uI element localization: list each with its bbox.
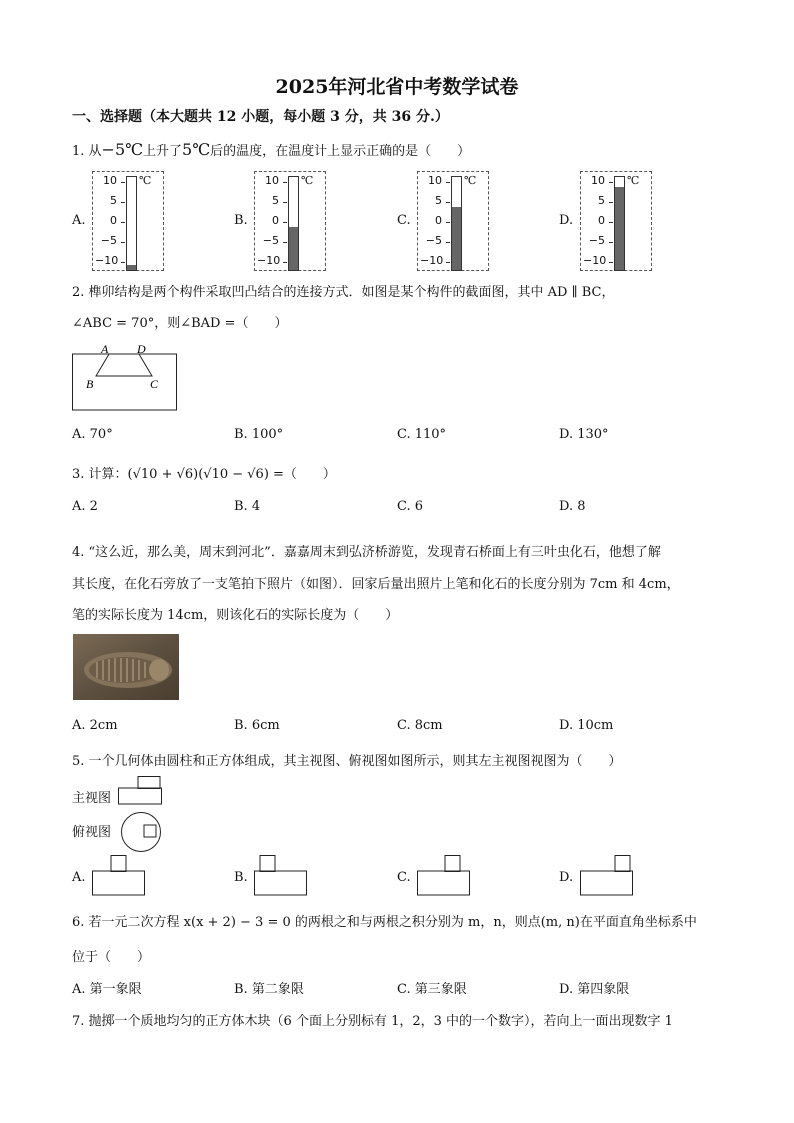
q3-option-b: B. 4 <box>234 499 261 514</box>
q5-top-view-label: 俯视图 <box>72 825 112 840</box>
thermometer-tick-mark <box>121 242 125 243</box>
q5-top-view-figure <box>120 811 164 853</box>
q1-text-a: 1. 从 <box>72 144 102 159</box>
thermometer-tick-mark <box>609 242 613 243</box>
q6-option-c: C. 第三象限 <box>397 982 467 997</box>
thermometer-tick-label: 10 <box>265 174 279 187</box>
thermometer-tick-mark <box>446 262 450 263</box>
q5-front-base <box>119 788 162 804</box>
q1-thermometer-c <box>417 171 489 271</box>
section-heading: 一、选择题（本大题共 12 小题，每小题 3 分，共 36 分.） <box>72 109 449 125</box>
thermometer-tick-label: −10 <box>95 254 119 267</box>
q1-option-b-label: B. <box>234 213 248 228</box>
q3-option-c: C. 6 <box>397 499 424 514</box>
thermometer-tick-label: 0 <box>110 214 117 227</box>
trilobite-fossil-photo <box>73 634 179 700</box>
page-title: 2025年河北省中考数学试卷 <box>275 76 519 98</box>
q5-front-top <box>138 777 160 789</box>
thermometer-unit: ℃ <box>627 174 640 187</box>
thermometer-unit: ℃ <box>139 174 152 187</box>
q3-option-d: D. 8 <box>559 499 586 514</box>
q5-option-b-figure <box>254 855 308 897</box>
thermometer-tick-mark <box>283 222 287 223</box>
q1-thermometer-d <box>580 171 652 271</box>
q5-front-view-figure <box>118 776 164 806</box>
thermometer-tick-label: 5 <box>272 194 279 207</box>
question-2-line1: 2. 榫卯结构是两个构件采取凹凸结合的连接方式．如图是某个构件的截面图，其中 AD ∥ BC， <box>72 285 615 300</box>
thermometer-tick-label: 5 <box>598 194 605 207</box>
thermometer-tick-mark <box>121 262 125 263</box>
thermometer-tick-mark <box>609 222 613 223</box>
q5-front-view-label: 主视图 <box>72 791 112 806</box>
q1-option-d-label: D. <box>559 213 574 228</box>
thermometer-tick-mark <box>609 262 613 263</box>
thermometer-tick-mark <box>283 202 287 203</box>
q2-trapezoid-figure <box>72 340 178 412</box>
q5-option-b-label: B. <box>234 870 248 885</box>
q4-option-b: B. 6cm <box>234 718 280 733</box>
q2-label-b: B <box>86 377 94 391</box>
question-6-line1: 6. 若一元二次方程 x(x + 2) − 3 = 0 的两根之和与两根之积分别为 m，n，则点(m, n)在平面直角坐标系中 <box>72 915 697 930</box>
thermometer-tick-label: −5 <box>588 234 605 247</box>
q2-label-a: A <box>101 342 109 356</box>
thermometer-tick-label: 0 <box>435 214 442 227</box>
question-4-line2: 其长度，在化石旁放了一支笔拍下照片（如图）．回家后量出照片上笔和化石的长度分别为 7cm 和 4cm， <box>72 577 680 592</box>
thermometer-tick-mark <box>283 262 287 263</box>
thermometer-tick-label: −10 <box>583 254 607 267</box>
q1-temp-delta: 5℃ <box>182 140 211 159</box>
question-4-line3: 笔的实际长度为 14cm，则该化石的实际长度为（ ） <box>72 608 399 623</box>
question-4-line1: 4. “这么近，那么美，周末到河北”．嘉嘉周末到弘济桥游览，发现青石桥面上有三叶虫化石，他想了解 <box>72 545 661 560</box>
q2-option-c: C. 110° <box>397 427 447 442</box>
q6-option-d: D. 第四象限 <box>559 982 630 997</box>
question-7-line1: 7. 抛掷一个质地均匀的正方体木块（6 个面上分别标有 1，2，3 中的一个数字），若向上一面出现数字 1 <box>72 1014 673 1029</box>
thermometer-tick-label: −5 <box>425 234 442 247</box>
q5-top-square <box>144 825 156 837</box>
q4-option-a: A. 2cm <box>72 718 118 733</box>
thermometer-tick-label: 5 <box>435 194 442 207</box>
thermometer-tick-label: −10 <box>257 254 281 267</box>
question-5: 5. 一个几何体由圆柱和正方体组成，其主视图、俯视图如图所示，则其左主视图视图为（ ） <box>72 754 622 769</box>
q1-option-c-label: C. <box>397 213 411 228</box>
q2-label-c: C <box>150 377 159 391</box>
question-6-line2: 位于（ ） <box>72 950 151 965</box>
question-2-line2: ∠ABC = 70°，则∠BAD =（ ） <box>72 316 288 331</box>
thermometer-mercury <box>289 227 298 270</box>
thermometer-tick-label: 10 <box>103 174 117 187</box>
thermometer-tick-mark <box>446 222 450 223</box>
thermometer-tick-label: −5 <box>262 234 279 247</box>
thermometer-tick-label: −5 <box>100 234 117 247</box>
thermometer-tick-mark <box>121 182 125 183</box>
q1-text-b: 上升了 <box>143 144 183 159</box>
thermometer-mercury <box>127 265 136 270</box>
question-3: 3. 计算：(√10 + √6)(√10 − √6) =（ ） <box>72 467 336 482</box>
thermometer-mercury <box>615 187 624 270</box>
q5-option-a-figure <box>92 855 146 897</box>
q5-option-d-figure <box>580 855 634 897</box>
q5-option-c-figure <box>417 855 471 897</box>
thermometer-tick-label: 10 <box>428 174 442 187</box>
thermometer-tick-label: 10 <box>591 174 605 187</box>
q5-top-circle <box>122 813 161 852</box>
thermometer-unit: ℃ <box>464 174 477 187</box>
thermometer-tick-mark <box>283 182 287 183</box>
q4-option-d: D. 10cm <box>559 718 614 733</box>
thermometer-tick-mark <box>121 202 125 203</box>
thermometer-tick-mark <box>283 242 287 243</box>
thermometer-tube <box>288 176 299 271</box>
thermometer-tick-label: 0 <box>598 214 605 227</box>
thermometer-tube <box>451 176 462 271</box>
q1-thermometer-b <box>254 171 326 271</box>
thermometer-tick-mark <box>609 182 613 183</box>
q1-thermometer-a <box>92 171 164 271</box>
q1-text-c: 后的温度，在温度计上显示正确的是（ ） <box>210 144 471 159</box>
thermometer-tick-label: −10 <box>420 254 444 267</box>
q6-option-a: A. 第一象限 <box>72 982 142 997</box>
thermometer-mercury <box>452 207 461 270</box>
thermometer-tube <box>126 176 137 271</box>
question-1 <box>72 140 470 159</box>
q2-option-a: A. 70° <box>72 427 113 442</box>
q5-option-c-label: C. <box>397 870 411 885</box>
q2-option-d: D. 130° <box>559 427 609 442</box>
thermometer-tick-label: 5 <box>110 194 117 207</box>
thermometer-tick-mark <box>121 222 125 223</box>
thermometer-tick-mark <box>446 182 450 183</box>
thermometer-unit: ℃ <box>301 174 314 187</box>
q1-temp-start: −5℃ <box>101 140 144 159</box>
q6-option-b: B. 第二象限 <box>234 982 304 997</box>
q2-trapezoid-path <box>96 354 152 376</box>
q5-option-a-label: A. <box>72 870 86 885</box>
q2-option-b: B. 100° <box>234 427 284 442</box>
q3-option-a: A. 2 <box>72 499 98 514</box>
q5-option-d-label: D. <box>559 870 574 885</box>
q1-option-a-label: A. <box>72 213 86 228</box>
thermometer-tick-mark <box>446 242 450 243</box>
thermometer-tick-label: 0 <box>272 214 279 227</box>
thermometer-tube <box>614 176 625 271</box>
q4-option-c: C. 8cm <box>397 718 443 733</box>
q2-label-d: D <box>137 342 146 356</box>
thermometer-tick-mark <box>609 202 613 203</box>
thermometer-tick-mark <box>446 202 450 203</box>
